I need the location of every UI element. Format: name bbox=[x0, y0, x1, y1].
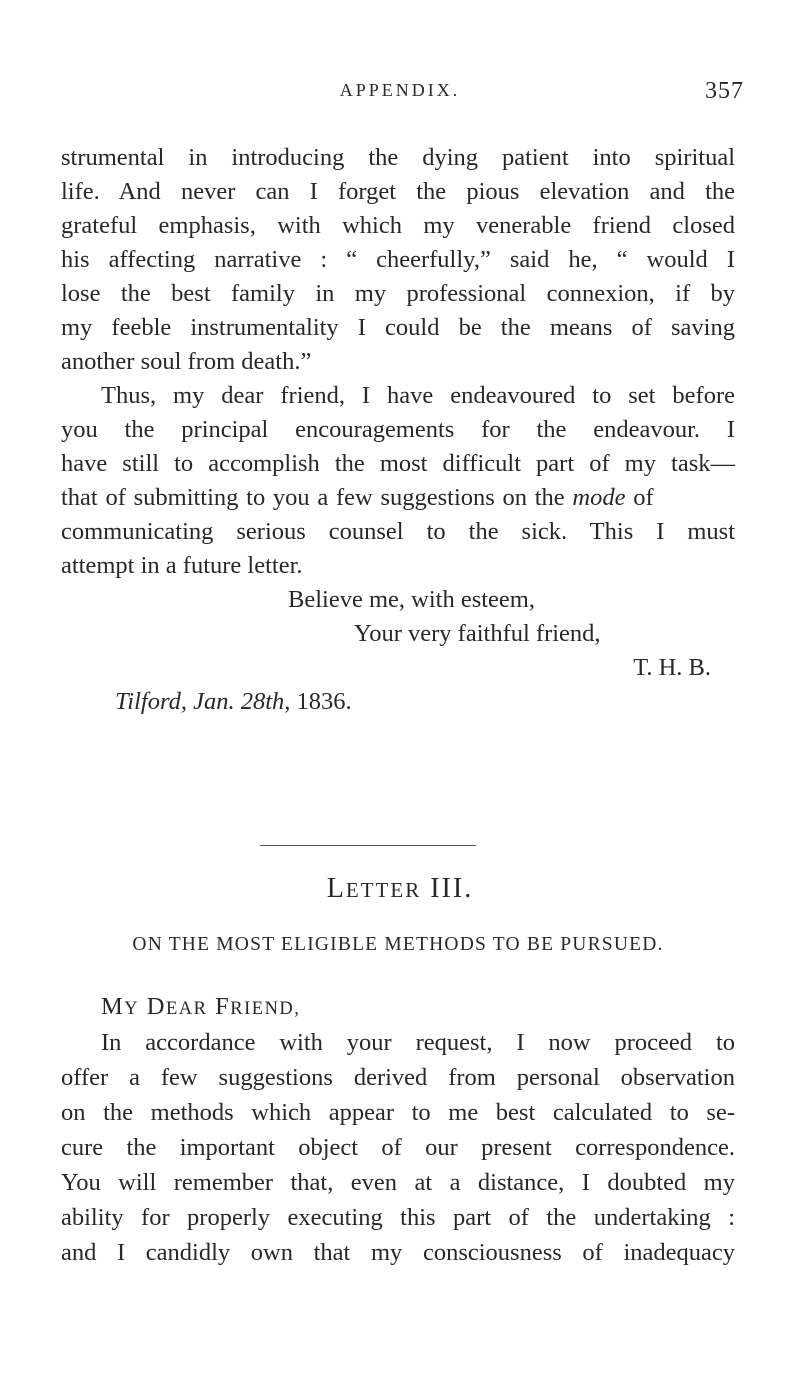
year: 1836. bbox=[290, 688, 352, 715]
title-small-caps: ETTER bbox=[345, 878, 422, 902]
text-line: Thus, my dear friend, I have endeavoured to set before bbox=[101, 382, 735, 409]
text-line: life. And never can I forget the pious elevation and the bbox=[61, 178, 735, 205]
text-line: lose the best family in my professional connexion, if by bbox=[61, 280, 735, 307]
text-segment: that of submitting to you a few suggestions on the bbox=[61, 484, 573, 511]
text-line: attempt in a future letter. bbox=[61, 552, 303, 579]
text-line: cure the important object of our present correspondence. bbox=[61, 1134, 735, 1161]
text-line: You will remember that, even at a distance, I doubted my bbox=[61, 1169, 735, 1196]
text-line: communicating serious counsel to the sick. This I must bbox=[61, 518, 735, 545]
text-line: on the methods which appear to me best calculated to se- bbox=[61, 1099, 735, 1126]
salutation bbox=[101, 993, 300, 1021]
salutation-cap: F bbox=[215, 993, 231, 1020]
salutation-cap: D bbox=[146, 993, 166, 1020]
salutation-small-caps: RIEND, bbox=[230, 999, 301, 1019]
signature: T. H. B. bbox=[633, 654, 711, 681]
closing-line: Your very faithful friend, bbox=[354, 620, 601, 647]
salutation-small-caps: EAR bbox=[166, 999, 208, 1019]
text-line: strumental in introducing the dying patient into spiritual bbox=[61, 144, 735, 171]
place-date bbox=[115, 686, 352, 718]
text-line: and I candidly own that my consciousness of inadequacy bbox=[61, 1239, 735, 1266]
text-line: my feeble instrumentality I could be the means of saving bbox=[61, 314, 735, 341]
text-line: ability for properly executing this part of the undertaking : bbox=[61, 1204, 735, 1231]
text-line: his affecting narrative : “ cheerfully,” said he, “ would I bbox=[61, 246, 735, 273]
place-date-italic: Tilford, Jan. 28th, bbox=[115, 688, 291, 715]
title-initial: L bbox=[326, 873, 346, 904]
closing-line: Believe me, with esteem, bbox=[288, 586, 535, 613]
text-line: In accordance with your request, I now proceed to bbox=[101, 1029, 735, 1056]
running-title: APPENDIX. bbox=[339, 80, 461, 100]
page-number: 357 bbox=[705, 78, 744, 104]
salutation-cap: M bbox=[101, 993, 125, 1020]
text-segment: of bbox=[625, 484, 654, 511]
text-line: offer a few suggestions derived from personal observation bbox=[61, 1064, 735, 1091]
text-line bbox=[61, 482, 735, 514]
section-divider bbox=[260, 845, 476, 846]
salutation-small-caps: Y bbox=[124, 999, 140, 1019]
page-header bbox=[0, 80, 800, 110]
italic-word: mode bbox=[572, 484, 626, 511]
title-number: III. bbox=[421, 873, 474, 904]
text-line: have still to accomplish the most difficult part of my task— bbox=[61, 450, 735, 477]
text-line: grateful emphasis, with which my venerable friend closed bbox=[61, 212, 735, 239]
letter-title bbox=[0, 873, 800, 905]
text-line: another soul from death.” bbox=[61, 348, 312, 375]
letter-subtitle: ON THE MOST ELIGIBLE METHODS TO BE PURSUED. bbox=[132, 934, 664, 955]
text-line: you the principal encouragements for the endeavour. I bbox=[61, 416, 735, 443]
